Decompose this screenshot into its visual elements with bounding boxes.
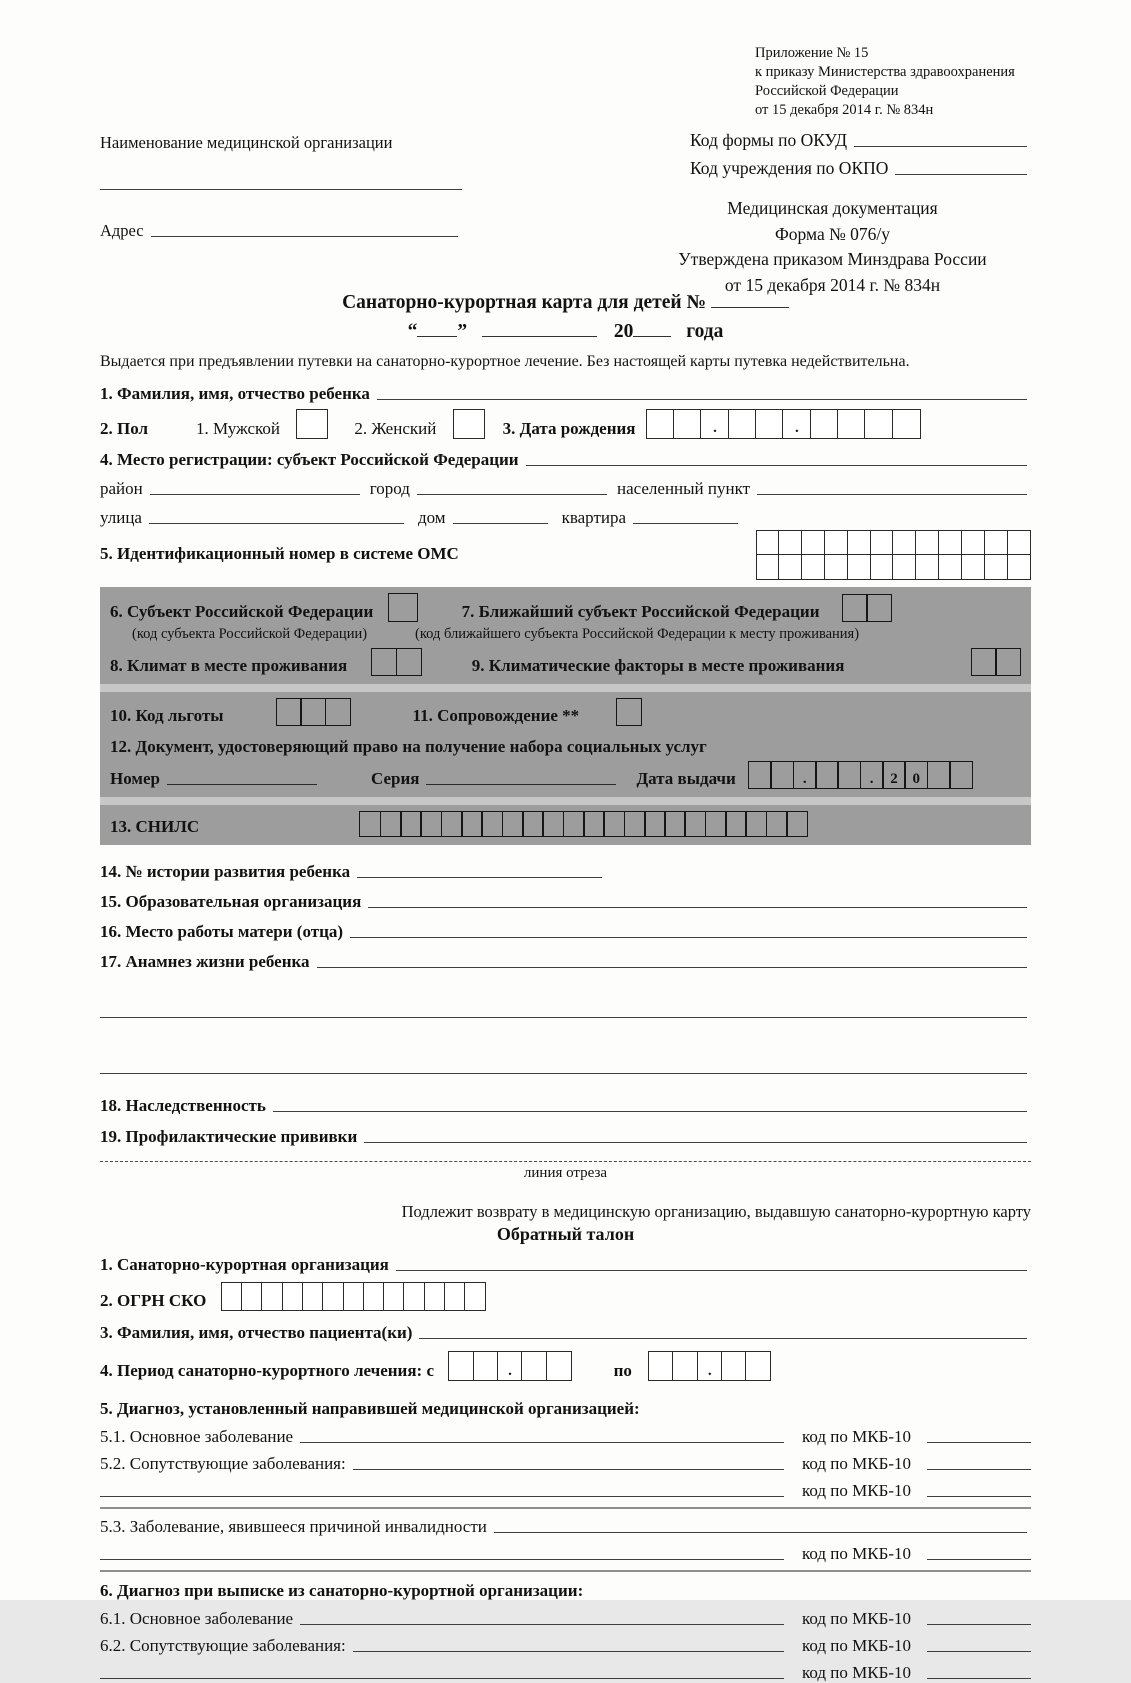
registration-row <box>100 444 1031 470</box>
anamnesis-label: 17. Анамнез жизни ребенка <box>100 952 310 972</box>
med-doc-block <box>630 196 1035 298</box>
benefit-code-label: 10. Код льготы <box>110 706 224 726</box>
anamnesis-extra-row <box>100 1052 1031 1078</box>
grid-cell[interactable] <box>984 554 1009 580</box>
sex-birthdate-row <box>100 409 1031 439</box>
grid-cell[interactable] <box>915 554 940 580</box>
form-date-line <box>100 321 1031 343</box>
grid-cell[interactable] <box>400 811 422 837</box>
anamnesis-row <box>100 946 1031 972</box>
separator-rule <box>100 1570 1031 1572</box>
accompany-label: 11. Сопровождение ** <box>412 706 580 726</box>
region7-label: 7. Ближайший субъект Российской Федерации <box>461 602 820 622</box>
grid-cell[interactable] <box>221 1282 243 1311</box>
disability-mkb-row <box>100 1539 1031 1564</box>
grid-cell[interactable]: . <box>697 1351 723 1381</box>
return-note: Подлежит возврату в медицинскую организацию, выдавшую санаторно-курортную карту <box>401 1202 1031 1222</box>
card-number-field[interactable] <box>711 305 789 308</box>
discharge-concomitant-extra-row <box>100 1658 1031 1683</box>
parent-work-row <box>100 916 1031 942</box>
grid-cell[interactable] <box>444 1282 466 1311</box>
grid-row <box>757 554 1031 580</box>
grid-cell[interactable]: . <box>793 761 817 789</box>
birthdate-cells[interactable] <box>646 409 921 439</box>
discharge-diagnosis-label: 6. Диагноз при выписке из санаторно-курортной организации: <box>100 1581 584 1601</box>
grid-cell[interactable] <box>453 409 485 439</box>
year-suffix: года <box>686 321 724 342</box>
grid-cell[interactable] <box>542 811 564 837</box>
grid-cell[interactable] <box>403 1282 425 1311</box>
address-row <box>100 221 462 241</box>
main-disease-row <box>100 1422 1031 1447</box>
discharge-main-disease-field[interactable] <box>300 1623 784 1625</box>
region6-caption: (код субъекта Российской Федерации) <box>132 626 368 643</box>
doc-number-label: Номер <box>110 769 160 789</box>
heredity-field[interactable] <box>273 1110 1027 1112</box>
history-number-label: 14. № истории развития ребенка <box>100 862 351 882</box>
org-name-field[interactable] <box>100 189 462 190</box>
grid-cell[interactable] <box>755 409 784 439</box>
grid-cell[interactable] <box>770 761 794 789</box>
vaccinations-field[interactable] <box>364 1141 1027 1143</box>
district-label: район <box>100 478 143 498</box>
close-quote: ” <box>457 321 468 342</box>
grid-cell[interactable] <box>343 1282 365 1311</box>
section-divider <box>100 797 1031 805</box>
grid-cell[interactable] <box>721 1351 747 1381</box>
region-climate-block <box>100 587 1031 684</box>
discharge-main-disease-label: 6.1. Основное заболевание <box>100 1609 294 1629</box>
appendix-line: Российской Федерации <box>755 83 899 99</box>
cut-line-label: линия отреза <box>523 1165 608 1182</box>
address-label: Адрес <box>100 221 144 240</box>
grid-cell[interactable] <box>359 811 381 837</box>
address-line2-row <box>100 502 1031 528</box>
grid-cell[interactable] <box>644 811 666 837</box>
grid-cell[interactable] <box>300 698 326 726</box>
registration-label: 4. Место регистрации: субъект Российской Федерации <box>100 449 519 469</box>
vaccinations-label: 19. Профилактические прививки <box>100 1127 358 1147</box>
grid-cell[interactable] <box>616 698 642 726</box>
grid-cell[interactable] <box>296 409 328 439</box>
house-label: дом <box>417 507 446 527</box>
benefit-code-cells[interactable] <box>276 698 351 726</box>
grid-cell[interactable] <box>801 554 826 580</box>
address-field[interactable] <box>151 235 458 237</box>
form-title-text: Санаторно-курортная карта для детей № <box>342 292 707 313</box>
male-option-label: 1. Мужской <box>196 418 280 438</box>
grid-cell[interactable] <box>824 530 849 556</box>
child-name-label: 1. Фамилия, имя, отчество ребенка <box>100 383 370 403</box>
oms-number-grid[interactable] <box>757 530 1031 580</box>
grid-cell[interactable] <box>383 1282 405 1311</box>
grid-cell[interactable]: 2 <box>882 761 906 789</box>
grid-cell[interactable] <box>502 811 524 837</box>
grid-cell[interactable]: . <box>497 1351 523 1381</box>
climate-row <box>110 648 1021 676</box>
discharge-concomitant-field[interactable] <box>353 1650 784 1652</box>
grid-cell[interactable] <box>824 554 849 580</box>
female-checkbox[interactable] <box>452 409 484 439</box>
okpo-field[interactable] <box>895 173 1027 175</box>
street-field[interactable] <box>149 522 404 524</box>
okpo-row <box>690 158 1031 179</box>
region-captions-row <box>110 623 1021 643</box>
mkb-code-field[interactable] <box>927 1623 1031 1625</box>
grid-cell[interactable] <box>521 1351 547 1381</box>
coupon-title: Обратный талон <box>496 1224 635 1245</box>
concomitant-disease-row <box>100 1449 1031 1474</box>
parent-work-label: 16. Место работы матери (отца) <box>100 922 344 942</box>
okud-label: Код формы по ОКУД <box>690 130 848 150</box>
document-details-row <box>110 761 1021 789</box>
grid-cell[interactable]: 0 <box>904 761 928 789</box>
grid-cell[interactable] <box>756 554 781 580</box>
cut-line <box>100 1161 1031 1162</box>
mkb-label: код по МКБ-10 <box>801 1544 911 1564</box>
discharge-concomitant-label: 6.2. Сопутствующие заболевания: <box>100 1636 346 1656</box>
grid-cell[interactable] <box>949 761 973 789</box>
grid-cell[interactable] <box>748 761 772 789</box>
benefit-document-block <box>100 692 1031 797</box>
grid-cell[interactable] <box>837 409 866 439</box>
grid-cell[interactable] <box>847 530 872 556</box>
okud-row <box>690 130 1031 151</box>
grid-cell[interactable] <box>705 811 727 837</box>
grid-cell[interactable] <box>420 811 442 837</box>
grid-cell[interactable] <box>522 811 544 837</box>
grid-cell[interactable] <box>646 409 675 439</box>
grid-cell[interactable] <box>583 811 605 837</box>
grid-cell[interactable] <box>563 811 585 837</box>
grid-cell[interactable] <box>481 811 503 837</box>
ogrn-cells[interactable] <box>220 1282 486 1311</box>
grid-cell[interactable] <box>866 594 892 622</box>
doc-series-label: Серия <box>370 769 420 789</box>
region-row <box>110 593 1021 622</box>
anamnesis-extra-field[interactable] <box>100 1016 1027 1018</box>
oms-label: 5. Идентификационный номер в системе ОМС <box>100 544 459 563</box>
social-services-section <box>100 587 1031 845</box>
discharge-concomitant-row <box>100 1631 1031 1656</box>
sex-label: 2. Пол <box>100 418 149 438</box>
grid-cell[interactable] <box>961 530 986 556</box>
med-doc-line: Медицинская документация <box>727 198 938 218</box>
grid-cell[interactable]: . <box>700 409 729 439</box>
treatment-period-row <box>100 1351 1031 1381</box>
appendix-line: от 15 декабря 2014 г. № 834н <box>755 102 934 118</box>
grid-cell[interactable] <box>441 811 463 837</box>
grid-cell[interactable] <box>464 1282 486 1311</box>
grid-cell[interactable]: . <box>860 761 884 789</box>
concomitant-disease-label: 5.2. Сопутствующие заболевания: <box>100 1454 346 1474</box>
grid-cell[interactable] <box>815 761 839 789</box>
grid-cell[interactable] <box>728 409 757 439</box>
year-field[interactable] <box>633 334 671 337</box>
disability-disease-field[interactable] <box>494 1531 1027 1533</box>
grid-cell[interactable] <box>995 648 1021 676</box>
climate8-label: 8. Климат в месте проживания <box>110 656 348 676</box>
anamnesis-extra-field[interactable] <box>100 1072 1027 1074</box>
referral-diagnosis-label: 5. Диагноз, установленный направившей медицинской организацией: <box>100 1399 640 1419</box>
document-label: 12. Документ, удостоверяющий право на получение набора социальных услуг <box>110 737 707 757</box>
snils-cells[interactable] <box>359 811 808 837</box>
doc-number-field[interactable] <box>167 783 317 785</box>
region7-code-cells[interactable] <box>842 594 893 622</box>
year-prefix: 20 <box>613 321 634 342</box>
disability-extra-field[interactable] <box>100 1558 784 1560</box>
med-doc-line: Утверждена приказом Минздрава России <box>678 249 987 269</box>
grid-cell[interactable] <box>424 1282 446 1311</box>
grid-cell[interactable] <box>276 698 302 726</box>
concomitant-disease-extra-field[interactable] <box>100 1495 784 1497</box>
grid-cell[interactable] <box>870 530 895 556</box>
mkb-code-field[interactable] <box>927 1650 1031 1652</box>
grid-cell[interactable] <box>371 648 397 676</box>
climate8-code-cells[interactable] <box>371 648 422 676</box>
mkb-code-field[interactable] <box>927 1441 1031 1443</box>
mkb-code-field[interactable] <box>927 1495 1031 1497</box>
history-number-row <box>100 856 1031 882</box>
mkb-label: код по МКБ-10 <box>801 1454 911 1474</box>
apartment-label: квартира <box>561 507 627 527</box>
document-title-row <box>110 731 1021 757</box>
grid-cell[interactable] <box>302 1282 324 1311</box>
mkb-label: код по МКБ-10 <box>801 1609 911 1629</box>
district-field[interactable] <box>150 493 360 495</box>
climate9-code-cells[interactable] <box>970 648 1021 676</box>
settlement-label: населенный пункт <box>616 478 751 498</box>
climate9-label: 9. Климатические факторы в месте проживания <box>471 656 845 676</box>
sko-org-label: 1. Санаторно-курортная организация <box>100 1255 389 1275</box>
grid-cell[interactable] <box>261 1282 283 1311</box>
child-name-row <box>100 378 1031 404</box>
grid-cell[interactable] <box>672 1351 698 1381</box>
city-label: город <box>369 478 410 498</box>
org-name-label: Наименование медицинской организации <box>100 133 393 152</box>
separator-rule <box>100 1507 1031 1509</box>
okud-field[interactable] <box>854 145 1027 147</box>
doc-issue-date-label: Дата выдачи <box>636 769 736 789</box>
main-disease-field[interactable] <box>300 1441 784 1443</box>
grid-cell[interactable] <box>1007 554 1032 580</box>
grid-cell[interactable] <box>766 811 788 837</box>
med-doc-line: от 15 декабря 2014 г. № 834н <box>724 274 941 295</box>
street-label: улица <box>100 507 142 527</box>
disability-disease-label: 5.3. Заболевание, явившееся причиной инвалидности <box>100 1517 487 1537</box>
grid-cell[interactable] <box>648 1351 674 1381</box>
grid-cell[interactable] <box>756 530 781 556</box>
grid-cell[interactable] <box>725 811 747 837</box>
month-field[interactable] <box>482 334 597 337</box>
mkb-label: код по МКБ-10 <box>801 1481 911 1501</box>
grid-cell[interactable] <box>892 530 917 556</box>
open-quote: “ <box>407 321 418 342</box>
grid-cell[interactable] <box>984 530 1009 556</box>
mkb-code-field[interactable] <box>927 1468 1031 1470</box>
grid-cell[interactable] <box>842 594 868 622</box>
grid-cell[interactable] <box>673 409 702 439</box>
grid-cell[interactable] <box>745 811 767 837</box>
grid-cell[interactable] <box>325 698 351 726</box>
grid-cell[interactable] <box>1007 530 1032 556</box>
birthdate-label: 3. Дата рождения <box>502 418 636 438</box>
education-org-field[interactable] <box>368 906 1027 908</box>
snils-block <box>100 805 1031 845</box>
ogrn-label: 2. ОГРН СКО <box>100 1291 207 1311</box>
region6-code-cells[interactable] <box>387 593 417 622</box>
grid-cell[interactable] <box>927 761 951 789</box>
grid-cell[interactable] <box>473 1351 499 1381</box>
grid-cell[interactable] <box>915 530 940 556</box>
main-disease-label: 5.1. Основное заболевание <box>100 1427 294 1447</box>
grid-cell[interactable] <box>971 648 997 676</box>
patient-name-label: 3. Фамилия, имя, отчество пациента(ки) <box>100 1323 413 1343</box>
discharge-diagnosis-header-row <box>100 1575 1031 1601</box>
grid-cell[interactable] <box>603 811 625 837</box>
grid-cell[interactable] <box>546 1351 572 1381</box>
grid-cell[interactable] <box>892 554 917 580</box>
settlement-field[interactable] <box>757 493 1027 495</box>
grid-cell[interactable] <box>396 648 422 676</box>
grid-cell[interactable] <box>810 409 839 439</box>
concomitant-disease-extra-row <box>100 1476 1031 1501</box>
grid-cell[interactable] <box>684 811 706 837</box>
grid-cell[interactable] <box>745 1351 771 1381</box>
okpo-label: Код учреждения по ОКПО <box>690 158 889 178</box>
day-field[interactable] <box>417 334 457 337</box>
benefit-row <box>110 698 1021 726</box>
validity-note: Выдается при предъявлении путевки на санаторно-курортное лечение. Без настоящей карты путевка недействительна. <box>100 353 910 370</box>
heredity-label: 18. Наследственность <box>100 1096 266 1116</box>
appendix-line: к приказу Министерства здравоохранения <box>755 64 1015 80</box>
disability-disease-row <box>100 1512 1031 1537</box>
grid-cell[interactable] <box>778 554 803 580</box>
grid-cell[interactable] <box>282 1282 304 1311</box>
anamnesis-extra-row <box>100 996 1031 1022</box>
registration-field[interactable] <box>526 464 1027 466</box>
grid-cell[interactable] <box>664 811 686 837</box>
treatment-period-label: 4. Период санаторно-курортного лечения: с <box>100 1361 434 1381</box>
grid-cell[interactable] <box>938 554 963 580</box>
grid-cell[interactable] <box>938 530 963 556</box>
section-divider <box>100 684 1031 692</box>
parent-work-field[interactable] <box>350 936 1027 938</box>
form-title <box>100 292 1031 314</box>
region6-label: 6. Субъект Российской Федерации <box>110 602 374 622</box>
child-name-field[interactable] <box>377 398 1027 400</box>
address-line1-row <box>100 473 1031 499</box>
grid-cell[interactable] <box>892 409 921 439</box>
region7-caption: (код ближайшего субъекта Российской Федерации к месту проживания) <box>415 626 860 643</box>
period-to-cells[interactable] <box>648 1351 772 1381</box>
grid-cell[interactable] <box>778 530 803 556</box>
vaccinations-row <box>100 1121 1031 1147</box>
grid-cell[interactable] <box>241 1282 263 1311</box>
anamnesis-field[interactable] <box>317 966 1027 968</box>
female-option-label: 2. Женский <box>354 418 437 438</box>
male-checkbox[interactable] <box>296 409 328 439</box>
snils-label: 13. СНИЛС <box>110 817 200 837</box>
med-doc-line: Форма № 076/у <box>774 223 891 244</box>
grid-cell[interactable] <box>363 1282 385 1311</box>
mkb-label: код по МКБ-10 <box>801 1663 911 1683</box>
sko-org-row <box>100 1249 1031 1275</box>
house-field[interactable] <box>453 522 548 524</box>
snils-row <box>110 811 1021 837</box>
doc-series-field[interactable] <box>426 783 616 785</box>
grid-cell[interactable] <box>786 811 808 837</box>
accompany-cell[interactable] <box>615 698 641 726</box>
city-field[interactable] <box>417 493 607 495</box>
concomitant-disease-field[interactable] <box>353 1468 784 1470</box>
appendix-line: Приложение № 15 <box>755 45 869 61</box>
education-org-label: 15. Образовательная организация <box>100 892 362 912</box>
discharge-concomitant-extra-field[interactable] <box>100 1677 784 1679</box>
doc-issue-date-cells[interactable] <box>748 761 973 789</box>
apartment-field[interactable] <box>633 522 738 524</box>
grid-cell[interactable]: . <box>782 409 811 439</box>
mkb-code-field[interactable] <box>927 1677 1031 1679</box>
grid-cell[interactable] <box>961 554 986 580</box>
grid-cell[interactable] <box>864 409 893 439</box>
grid-cell[interactable] <box>388 593 418 622</box>
grid-cell[interactable] <box>870 554 895 580</box>
education-org-row <box>100 886 1031 912</box>
history-number-field[interactable] <box>357 876 602 878</box>
mkb-label: код по МКБ-10 <box>801 1636 911 1656</box>
grid-cell[interactable] <box>624 811 646 837</box>
referral-diagnosis-header-row <box>100 1393 1031 1419</box>
grid-cell[interactable] <box>461 811 483 837</box>
mkb-label: код по МКБ-10 <box>801 1427 911 1447</box>
grid-cell[interactable] <box>847 554 872 580</box>
ogrn-row <box>100 1282 1031 1311</box>
patient-name-field[interactable] <box>419 1337 1027 1339</box>
period-from-cells[interactable] <box>448 1351 572 1381</box>
grid-cell[interactable] <box>380 811 402 837</box>
grid-cell[interactable] <box>801 530 826 556</box>
appendix-reference-block <box>755 44 1095 120</box>
sko-org-field[interactable] <box>396 1269 1027 1271</box>
form-body <box>100 292 1031 1683</box>
grid-row <box>757 530 1031 556</box>
discharge-main-disease-row <box>100 1604 1031 1629</box>
period-to-label: по <box>613 1361 632 1381</box>
oms-row <box>100 530 1031 580</box>
heredity-row <box>100 1090 1031 1116</box>
grid-cell[interactable] <box>322 1282 344 1311</box>
mkb-code-field[interactable] <box>927 1558 1031 1560</box>
patient-name-row <box>100 1317 1031 1343</box>
grid-cell[interactable] <box>448 1351 474 1381</box>
grid-cell[interactable] <box>837 761 861 789</box>
